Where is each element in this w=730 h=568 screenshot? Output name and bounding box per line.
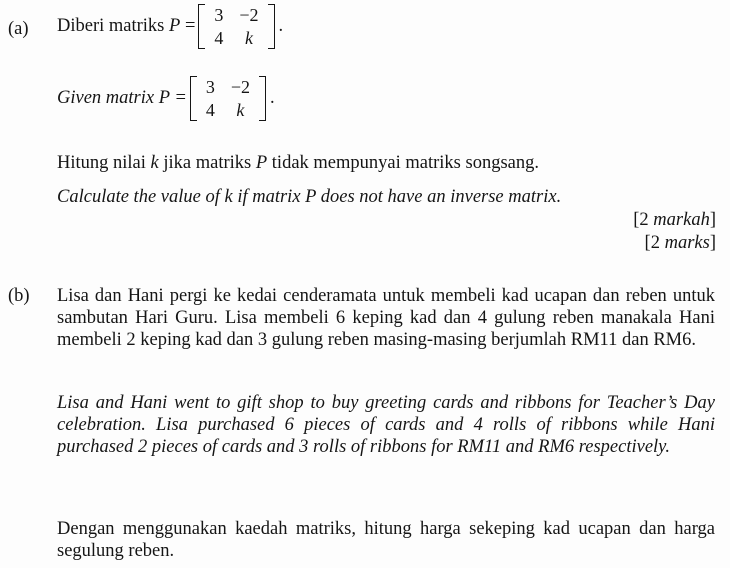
matrix-cell: −2 xyxy=(239,5,259,25)
end-punct: . xyxy=(269,87,275,108)
equals-sign: = xyxy=(174,87,187,108)
matrix-cell: 3 xyxy=(205,77,215,97)
matrix-cell: −2 xyxy=(230,77,250,97)
equals-sign: = xyxy=(184,15,196,36)
question-b-label: (b) xyxy=(8,286,30,306)
matrix-p-en xyxy=(190,76,266,121)
matrix-cell: 4 xyxy=(214,27,224,48)
marks-ms: [2 markah] xyxy=(633,210,716,230)
given-ms-text: Diberi matriks xyxy=(57,15,165,36)
question-b-para-ms: Lisa dan Hani pergi ke kedai cenderamata untuk membeli kad ucapan dan reben untuk sambutan Hari Guru. Lisa membeli 6 keping kad dan 4 gulung reben manakala Hani membeli 2 keping kad dan 3 gulung reben masing-masing berjumlah RM11 dan RM6. xyxy=(57,286,715,351)
given-matrix-ms xyxy=(57,4,283,49)
question-b-para-en: Lisa and Hani went to gift shop to buy greeting cards and ribbons for Teacher’s Day celebration. Lisa purchased 6 pieces of cards and 4 rolls of ribbons while Hani purchased 2 pieces of cards and 3 rolls of ribbons for RM11 and RM6 respectively. xyxy=(57,393,715,458)
matrix-variable: P xyxy=(158,87,170,108)
question-a-en: Calculate the value of k if matrix P does not have an inverse matrix. xyxy=(57,187,562,207)
end-punct: . xyxy=(278,15,284,36)
matrix-cell: k xyxy=(236,99,245,120)
matrix-p xyxy=(198,4,274,49)
marks-word: marks xyxy=(664,233,710,253)
given-en-text: Given matrix xyxy=(57,87,155,108)
marks-word: markah xyxy=(653,210,710,230)
marks-en: [2 marks] xyxy=(644,233,716,253)
matrix-cell: 3 xyxy=(214,5,224,25)
given-matrix-en xyxy=(57,76,275,121)
question-a-ms: Hitung nilai k jika matriks P tidak mempunyai matriks songsang. xyxy=(57,153,539,173)
question-b-instruction: Dengan menggunakan kaedah matriks, hitung harga sekeping kad ucapan dan harga segulung reben. xyxy=(57,519,715,562)
matrix-cell: 4 xyxy=(205,99,215,120)
matrix-variable: P xyxy=(169,15,181,36)
question-a-label: (a) xyxy=(8,19,29,39)
matrix-cell: k xyxy=(244,27,253,48)
